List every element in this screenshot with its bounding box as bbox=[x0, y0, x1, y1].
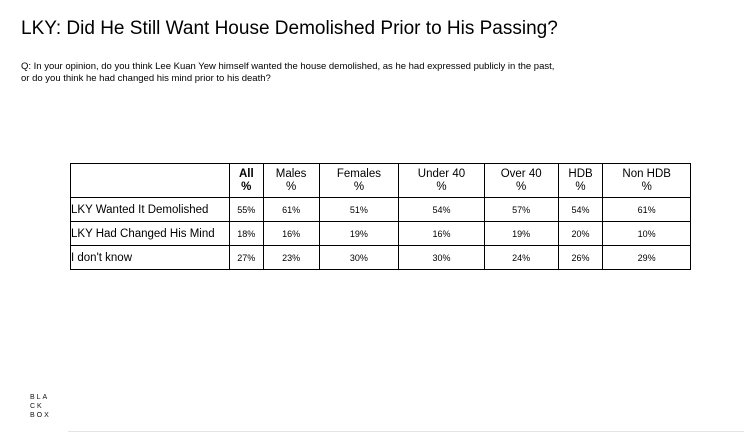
table-cell: 51% bbox=[319, 198, 399, 222]
table-cell: 61% bbox=[263, 198, 319, 222]
table-cell: 18% bbox=[230, 222, 264, 246]
table-cell: 30% bbox=[319, 246, 399, 270]
row-label: LKY Wanted It Demolished bbox=[71, 198, 230, 222]
table-cell: 54% bbox=[399, 198, 484, 222]
column-header-non-hdb bbox=[603, 164, 691, 198]
column-header-unit: % bbox=[575, 180, 586, 193]
table-cell: 20% bbox=[558, 222, 603, 246]
table-cell: 23% bbox=[263, 246, 319, 270]
table-row bbox=[71, 198, 691, 222]
column-header-males bbox=[263, 164, 319, 198]
table-cell: 61% bbox=[603, 198, 691, 222]
table-cell: 30% bbox=[399, 246, 484, 270]
table-cell: 26% bbox=[558, 246, 603, 270]
table-row bbox=[71, 246, 691, 270]
column-header-over-40 bbox=[484, 164, 558, 198]
results-table bbox=[70, 163, 691, 270]
column-header-unit: % bbox=[241, 180, 252, 193]
table-row bbox=[71, 222, 691, 246]
table-cell: 55% bbox=[230, 198, 264, 222]
column-header-females bbox=[319, 164, 399, 198]
column-header-label: HDB bbox=[568, 167, 593, 180]
table-cell: 19% bbox=[484, 222, 558, 246]
column-header-label: Under 40 bbox=[417, 167, 466, 180]
table-header-row bbox=[71, 164, 691, 198]
logo-line: BLA bbox=[30, 394, 50, 401]
column-header-unit: % bbox=[641, 180, 652, 193]
column-header-unit: % bbox=[436, 180, 447, 193]
logo-line: BOX bbox=[30, 412, 51, 419]
slide-title: LKY: Did He Still Want House Demolished Prior to His Passing? bbox=[21, 18, 558, 39]
table-corner-cell bbox=[71, 164, 230, 198]
column-header-under-40 bbox=[399, 164, 484, 198]
column-header-label: All bbox=[238, 167, 254, 180]
row-label: LKY Had Changed His Mind bbox=[71, 222, 230, 246]
column-header-unit: % bbox=[353, 180, 365, 193]
survey-question: Q: In your opinion, do you think Lee Kuan Yew himself wanted the house demolished, as he had expressed publicly in the past, or do you think he had changed his mind prior to his death? bbox=[21, 61, 555, 84]
table-cell: 16% bbox=[263, 222, 319, 246]
table-cell: 16% bbox=[399, 222, 484, 246]
blackbox-logo bbox=[30, 393, 54, 420]
column-header-label: Non HDB bbox=[622, 167, 671, 180]
footer-divider bbox=[68, 431, 744, 432]
table-cell: 54% bbox=[558, 198, 603, 222]
column-header-label: Males bbox=[275, 167, 307, 180]
column-header-all bbox=[230, 164, 264, 198]
column-header-label: Females bbox=[336, 167, 381, 180]
table-cell: 27% bbox=[230, 246, 264, 270]
column-header-label: Over 40 bbox=[500, 167, 542, 180]
table-cell: 19% bbox=[319, 222, 399, 246]
table-cell: 29% bbox=[603, 246, 691, 270]
table-cell: 24% bbox=[484, 246, 558, 270]
table-cell: 10% bbox=[603, 222, 691, 246]
column-header-hdb bbox=[558, 164, 603, 198]
table-cell: 57% bbox=[484, 198, 558, 222]
column-header-unit: % bbox=[285, 180, 297, 193]
row-label: I don't know bbox=[71, 246, 230, 270]
logo-line: CK bbox=[30, 403, 44, 410]
column-header-unit: % bbox=[516, 180, 527, 193]
